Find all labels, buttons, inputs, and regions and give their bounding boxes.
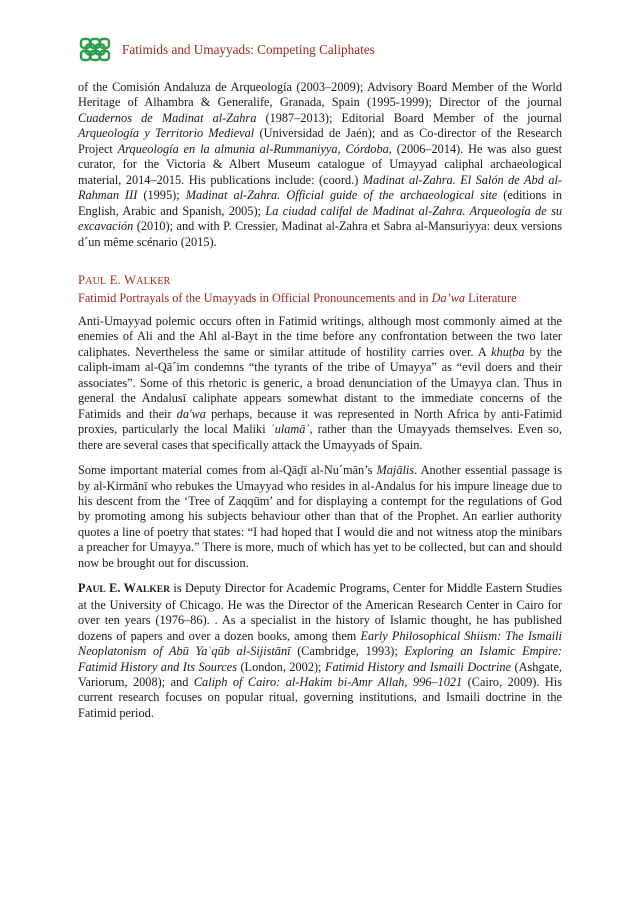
italic-run: Majālis — [376, 463, 415, 478]
italic-run: Fatimid History and Ismaili Doctrine — [324, 659, 512, 674]
italic-run: ʿulamāʾ — [270, 422, 310, 437]
abstract-paragraph-1 — [78, 314, 562, 453]
running-header — [78, 36, 375, 64]
interlaced-knot-logo-icon — [78, 36, 112, 64]
text-run: is Deputy Director for Academic Programs, Center for Middle Eastern Studies at the University of Chicago. He was the Director of the American Research Center in Cairo for over ten years (1976–86). . As a specialist in the history of Islamic thought, he has published dozens of papers and over a dozen books, among them — [78, 581, 563, 643]
text-run: of the Comisión Andaluza de Arqueología (2003–2009); Advisory Board Member of the World Heritage of Alhambra & Generalife, Granada, Spain (1995-1999); Director of the journal — [78, 80, 562, 110]
text-run: Some important material comes from al-Qāḍī al-Nu´mān’s — [78, 463, 377, 478]
text-run: . Another essential passage is by al-Kirmānī who rebukes the Umayyad who resides in al-Andalus for his impure lineage due to his descent from the ‘Tree of Zaqqūm’ and for displaying a contempt for the regulations of God by promoting among his subjects behaviour other than that of the Prophet. An earlier authority quotes a line of poetry that states: “I had hoped that I would die and not witness atop the minibars a preacher for Umayya.” There is more, much of which has yet to be collected, but can and should now be brought out for discussion. — [78, 463, 562, 570]
text-run: (London, 2002); — [236, 659, 325, 674]
text-run: (Universidad de Jaén); and as Co-director of the Research Project — [78, 126, 562, 156]
header-title: Fatimids and Umayyads: Competing Caliphates — [122, 42, 375, 57]
text-run: (editions in English, Arabic and Spanish, 2005); — [78, 188, 562, 218]
abstract-paragraph-2 — [78, 463, 562, 571]
paper-title: Fatimid Portrayals of the Umayyads in Official Pronouncements and in Da’wa Literature — [78, 290, 517, 305]
text-run: (Cairo, 2009). His current research focuses on popular ritual, governing institutions, and Ismaili doctrine in the Fatimid period. — [78, 674, 562, 720]
text-run: , rather than the Umayyads themselves. Even so, there are several cases that specifically attack the Umayyads of Spain. — [78, 422, 562, 452]
text-run: (1987–2013); Editorial Board Member of the journal — [256, 110, 563, 125]
text-run: perhaps, because it was represented in North Africa by anti-Fatimid proxies, particularly the local Maliki — [78, 406, 562, 437]
author-name: PAUL E. WALKER — [78, 272, 171, 287]
page-body — [78, 80, 562, 721]
text-run: (2010); and with P. Cressier, Madinat al-Zahra et Sabra al-Mansuriyya: deux versions d´un même scénario (2015). — [78, 219, 562, 249]
italic-run: Cuadernos de Madinat al-Zahra — [78, 110, 257, 125]
text-run: by the caliph-imam al-Qā´im condemns “the tyrants of the tribe of Umayya” as “evil doers and their associates”. Some of this rhetoric is generic, a broad denunciation of the Umayya clan. Thus in general the Andalusī caliphate appears somewhat distant to the immediate concerns of the Fatimids and their — [78, 344, 562, 421]
italic-run: Caliph of Cairo: al-Hakim bi-Amr Allah, 996–1021 — [193, 674, 463, 689]
italic-run: Exploring an Islamic Empire: Fatimid History and Its Sources — [78, 644, 562, 674]
italic-run: da'wa — [176, 406, 206, 421]
italic-run: Madinat al-Zahra. Official guide of the archaeological site — [185, 188, 498, 203]
text-run: (Cambridge, 1993); — [290, 644, 405, 659]
bio-body — [78, 581, 562, 720]
text-run: (Ashgate, Variorum, 2008); and — [78, 659, 562, 689]
italic-run: Early Philosophical Shiism: The Ismaili Neoplatonism of Abū Yaʿqūb al-Sijistānī — [78, 628, 562, 659]
italic-run: La ciudad califal de Madinat al-Zahra. Arqueología de su excavación — [78, 203, 563, 234]
italic-run: Arqueología en la almunia al-Rummaniyya, Córdoba, — [117, 141, 392, 156]
text-run: (2006–2014). He was also guest curator, for the Victoria & Albert Museum catalogue of Umayyad caliphal archaeological material, 2014–2015. His publications include: (coord.) — [78, 141, 562, 187]
previous-bio-paragraph — [78, 80, 562, 250]
bio-author-name: PAUL E. WALKER — [78, 581, 171, 596]
italic-run: Madinat al-Zahra. El Salón de Abd al-Rahman III — [78, 172, 562, 203]
text-run: Anti-Umayyad polemic occurs often in Fatimid writings, although most commonly aimed at the enemies of Ali and the Ahl al-Bayt in the time before any confrontation between the two later caliphates. Nevertheless the same or similar attitude of hostility carries over. A — [78, 313, 562, 359]
text-run: (1995); — [137, 188, 186, 203]
author-bio-paragraph — [78, 581, 562, 721]
italic-run: khuṭba — [491, 344, 525, 359]
italic-run: Arqueología y Territorio Medieval — [78, 126, 255, 141]
